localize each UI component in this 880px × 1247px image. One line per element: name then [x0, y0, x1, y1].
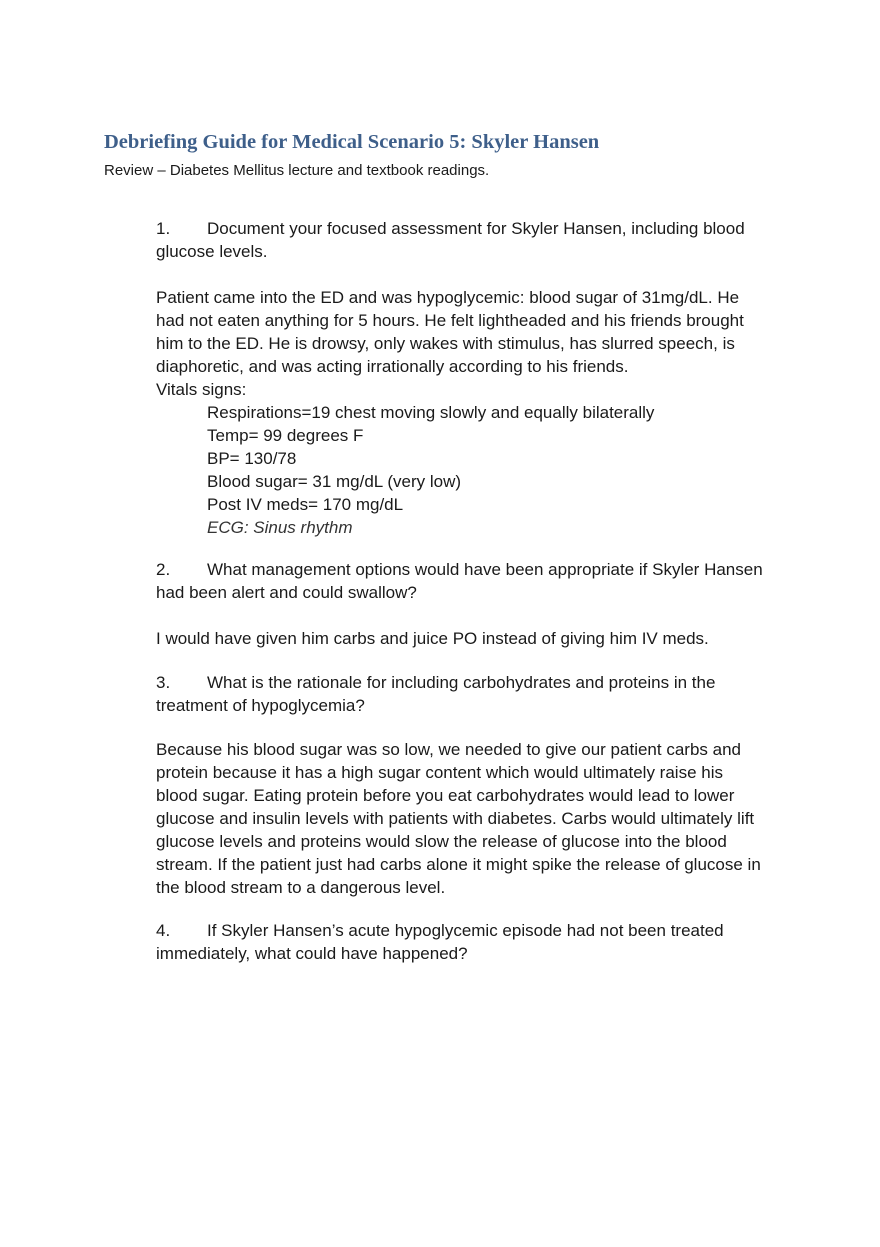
answer-1-line: diaphoretic, and was acting irrationally according to his friends.: [156, 357, 629, 376]
answer-3-line: blood sugar. Eating protein before you eat carbohydrates would lead to lower: [156, 786, 735, 805]
question-4-number: 4.: [156, 921, 171, 940]
question-3-number: 3.: [156, 673, 171, 692]
answer-1-line: him to the ED. He is drowsy, only wakes with stimulus, has slurred speech, is: [156, 334, 735, 353]
answer-1-line: Patient came into the ED and was hypoglycemic: blood sugar of 31mg/dL. He: [156, 288, 740, 307]
answer-3-line: stream. If the patient just had carbs alone it might spike the release of glucose in: [156, 855, 761, 874]
answer-3-line: the blood stream to a dangerous level.: [156, 878, 446, 897]
question-2: [156, 558, 786, 604]
answer-1-line: had not eaten anything for 5 hours. He felt lightheaded and his friends brought: [156, 311, 744, 330]
vital-temp: Temp= 99 degrees F: [207, 426, 364, 445]
answer-3-line: glucose levels and proteins would slow the release of glucose into the blood: [156, 832, 727, 851]
question-4-line-2: immediately, what could have happened?: [156, 944, 468, 963]
question-1: [156, 217, 786, 263]
question-2-line-1: What management options would have been appropriate if Skyler Hansen: [207, 560, 763, 579]
question-2-line-2: had been alert and could swallow?: [156, 583, 417, 602]
question-3-line-2: treatment of hypoglycemia?: [156, 696, 365, 715]
question-1-line-2: glucose levels.: [156, 242, 268, 261]
answer-3-line: glucose and insulin levels with patients with diabetes. Carbs would ultimately lift: [156, 809, 755, 828]
vitals-list: [207, 401, 786, 539]
question-2-number: 2.: [156, 560, 171, 579]
vitals-label: Vitals signs:: [156, 380, 247, 399]
question-4: [156, 919, 786, 965]
answer-3: [156, 738, 786, 899]
vital-bp: BP= 130/78: [207, 449, 297, 468]
answer-3-line: protein because it has a high sugar content which would ultimately raise his: [156, 763, 723, 782]
question-3: [156, 671, 786, 717]
question-1-line-1: Document your focused assessment for Skyler Hansen, including blood: [207, 219, 745, 238]
answer-3-line: Because his blood sugar was so low, we needed to give our patient carbs and: [156, 740, 741, 759]
document-title: Debriefing Guide for Medical Scenario 5: Skyler Hansen: [104, 131, 600, 153]
answer-2-line: I would have given him carbs and juice PO instead of giving him IV meds.: [156, 629, 709, 648]
answer-2: [156, 627, 786, 650]
question-4-line-1: If Skyler Hansen’s acute hypoglycemic episode had not been treated: [207, 921, 724, 940]
vital-blood-sugar: Blood sugar= 31 mg/dL (very low): [207, 472, 462, 491]
vital-post-iv: Post IV meds= 170 mg/dL: [207, 495, 404, 514]
vital-respirations: Respirations=19 chest moving slowly and equally bilaterally: [207, 403, 655, 422]
document-subtitle: Review – Diabetes Mellitus lecture and textbook readings.: [104, 162, 490, 179]
answer-1: [156, 286, 786, 539]
question-3-line-1: What is the rationale for including carbohydrates and proteins in the: [207, 673, 716, 692]
question-1-number: 1.: [156, 219, 171, 238]
vital-ecg: ECG: Sinus rhythm: [207, 518, 353, 537]
